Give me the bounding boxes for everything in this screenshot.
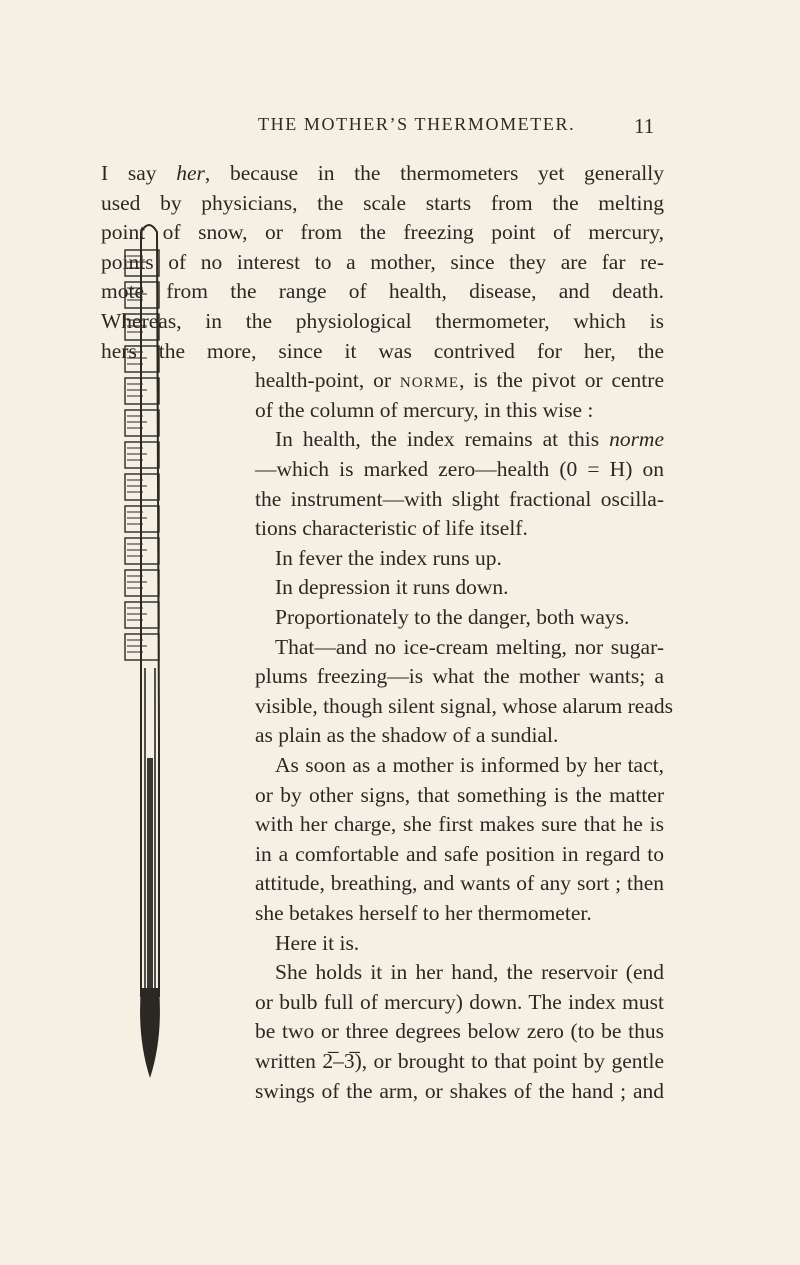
text-line: or bulb full of mercury) down. The index must — [255, 989, 664, 1014]
text-line: That—and no ice-cream melting, nor sugar- — [275, 634, 664, 659]
text-line: In fever the index runs up. — [275, 545, 502, 570]
text-line: In health, the index remains at this norme — [275, 427, 664, 452]
text-line: I say her, because in the thermometers yet generally — [101, 161, 664, 185]
text-line: she betakes herself to her thermometer. — [255, 901, 592, 925]
text-line: tions characteristic of life itself. — [255, 516, 528, 541]
text-line: mote from the range of health, disease, and death. — [101, 279, 664, 304]
text-line: plums freezing—is what the mother wants; a — [255, 664, 664, 689]
page-header — [0, 114, 800, 144]
text-line: used by physicians, the scale starts from the melting — [101, 190, 664, 215]
text-line: swings of the arm, or shakes of the hand ; and — [255, 1078, 664, 1103]
text-line: the instrument—with slight fractional oscilla- — [255, 486, 664, 511]
text-line: health-point, or norme, is the pivot or centre — [255, 368, 664, 393]
text-line: visible, though silent signal, whose alarum reads — [255, 693, 673, 718]
text-line: She holds it in her hand, the reservoir (end — [275, 960, 664, 985]
text-line: in a comfortable and safe position in regard to — [255, 841, 664, 866]
text-line: —which is marked zero—health (0 = H) on — [255, 457, 664, 481]
text-line: Proportionately to the danger, both ways. — [275, 605, 630, 629]
text-line: In depression it runs down. — [275, 575, 509, 600]
text-line: attitude, breathing, and wants of any sort ; then — [255, 871, 664, 896]
text-line: Here it is. — [275, 930, 360, 955]
text-line: As soon as a mother is informed by her tact, — [275, 753, 664, 777]
text-line: Whereas, in the physiological thermometer, which is — [101, 309, 664, 333]
text-line: point of snow, or from the freezing point of mercury, — [101, 220, 664, 245]
text-line: be two or three degrees below zero (to be thus — [255, 1019, 664, 1044]
text-line: or by other signs, that something is the matter — [255, 782, 664, 807]
text-line: points of no interest to a mother, since they are far re- — [101, 249, 664, 274]
page-number: 11 — [634, 114, 655, 138]
running-title: THE MOTHER’S THERMOMETER. — [258, 114, 576, 134]
text-line: as plain as the shadow of a sundial. — [255, 723, 559, 748]
text-line: written 2̅–3̅), or brought to that point by gentle — [255, 1049, 664, 1073]
text-line: of the column of mercury, in this wise : — [255, 397, 594, 422]
text-line: hers the more, since it was contrived for her, the — [101, 338, 664, 363]
mercury-column — [147, 758, 153, 993]
thermometer-bulb — [140, 988, 160, 1078]
text-line: with her charge, she first makes sure that he is — [255, 812, 664, 837]
